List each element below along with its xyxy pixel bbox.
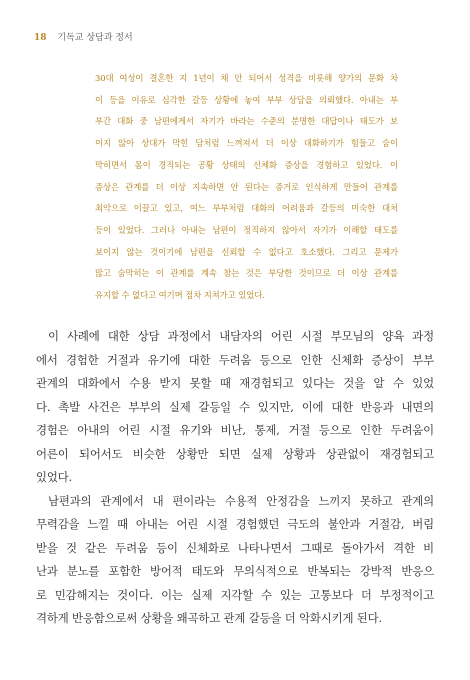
case-line: 등이 있었다. 그러나 아내는 남편이 정직하지 않아서 자기가 이해할 태도를 [95,224,398,235]
body-line: 다. 촉발 사건은 부부의 실제 갈등일 수 있지만, 이에 대한 반응과 내면의 [36,399,434,414]
body-line: 받을 것 같은 두려움 등이 신체화로 나타나면서 그때로 돌아가서 격한 비 [36,540,434,555]
body-line: 어른이 되어서도 비슷한 상황만 되면 실제 상황과 상관없이 재경험되고 [36,446,434,461]
case-example-box [95,68,398,307]
body-line: 무력감을 느낄 때 아내는 어린 시절 경험했던 극도의 불안과 거절감, 버림 [36,517,434,531]
body-line: 있었다. [36,470,73,484]
body-text [36,325,434,631]
body-line: 로 민감해지는 것이다. 이는 실제 지각할 수 있는 고통보다 더 부정적이고 [36,587,434,602]
case-line: 최악으로 이끌고 있고, 여느 부부처럼 대화의 어려움과 갈등의 미숙한 대처 [95,203,398,214]
book-title: 기독교 상담과 정서 [57,33,133,43]
page-number: 18 [34,33,47,43]
case-line: 막히면서 몸이 경직되는 공황 상태의 신체화 증상을 경험하고 있었다. 이 [95,159,398,170]
case-line: 30대 여성이 결혼한 지 1년이 채 안 되어서 성격을 비롯해 양가의 문화 차 [95,73,398,83]
body-line: 남편과의 관계에서 내 편이라는 수용적 안정감을 느끼지 못하고 관계의 [48,493,434,508]
body-line: 에서 경험한 거절과 유기에 대한 두려움 등으로 인한 신체화 증상이 부부 [36,352,434,367]
body-line: 경험은 아내의 어린 시절 유기와 비난, 통제, 거절 등으로 인한 두려움이 [36,423,434,437]
case-line: 유지할 수 없다고 여기며 점차 지쳐가고 있었다. [95,290,265,301]
case-line: 증상은 관계를 더 이상 지속하면 안 된다는 증거로 인식하게 만들어 관계를 [95,181,398,192]
body-line: 관계의 대화에서 수용 받지 못할 때 재경험되고 있다는 것을 알 수 있었 [36,376,434,390]
running-head [34,30,133,43]
case-line: 이 등을 이유로 심각한 갈등 상황에 놓여 부부 상담을 의뢰했다. 아내는 부 [95,94,398,105]
case-line: 이지 않아 상대가 막힌 담처럼 느껴져서 더 이상 대화하기가 힘들고 숨이 [95,138,398,149]
case-line: 부간 대화 중 남편에게서 자기가 바라는 수준의 분명한 대답이나 태도가 보 [95,116,398,127]
body-line: 격하게 반응함으로써 상황을 왜곡하고 관계 갈등을 더 악화시키게 된다. [36,611,382,625]
case-line: 많고 숨막히는 이 관계를 계속 참는 것은 부당한 것이므로 더 이상 관계를 [95,268,398,279]
body-line: 이 사례에 대한 상담 과정에서 내담자의 어린 시절 부모님의 양육 과정 [48,329,434,343]
body-line: 난과 분노를 포함한 방어적 태도와 무의식적으로 반복되는 강박적 반응으 [36,564,434,578]
case-line: 보이지 않는 것이기에 남편을 신뢰할 수 없다고 호소했다. 그리고 문제가 [95,246,398,257]
